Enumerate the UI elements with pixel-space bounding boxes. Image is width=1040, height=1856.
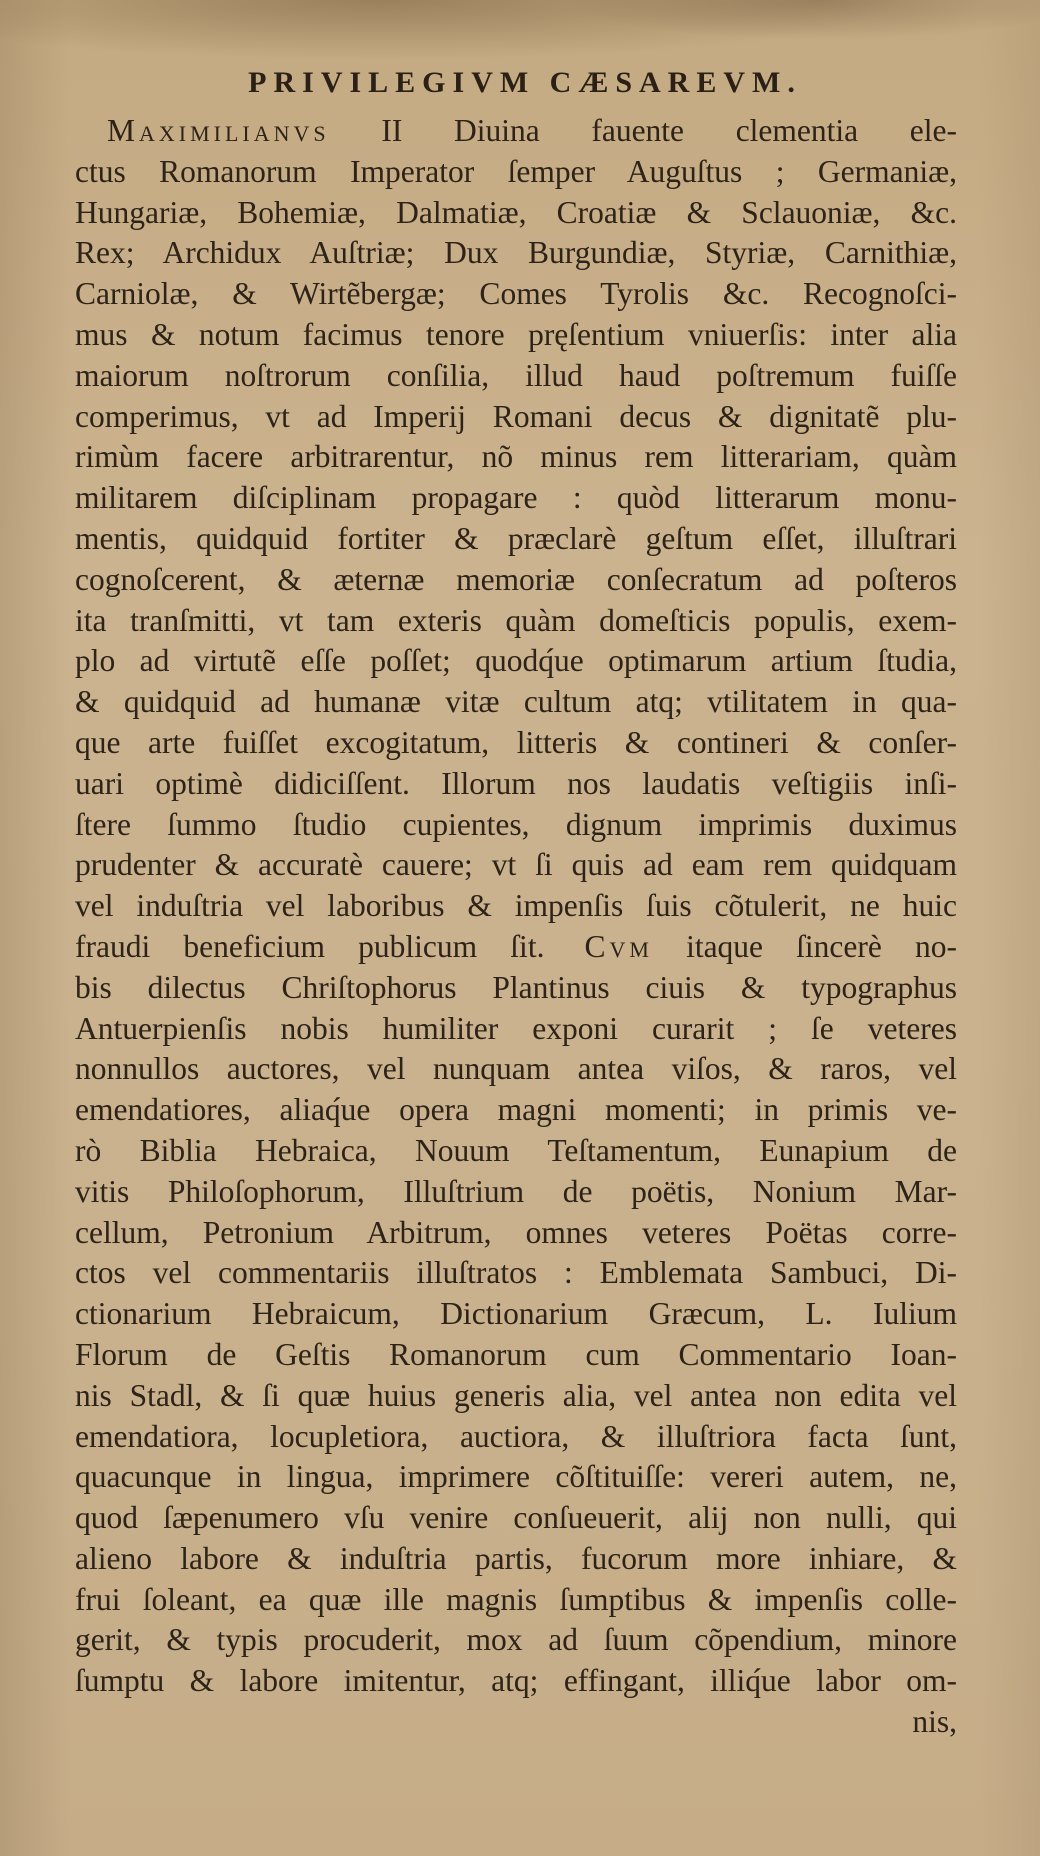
text-line: maiorum noſtrorum conſilia, illud haud poſtremum fuiſſe (75, 357, 957, 393)
text-line: uari optimè didiciſſent. Illorum nos laudatis veſtigiis inſi- (75, 765, 957, 801)
text-line: cognoſcerent, & æternæ memoriæ conſecratum ad poſteros (75, 561, 957, 597)
text-line: frui ſoleant, ea quæ ille magnis ſumptibus & impenſis colle- (75, 1581, 957, 1617)
text-line: militarem diſciplinam propagare : quòd litterarum monu- (75, 480, 957, 516)
text-line: prudenter & accuratè cauere; vt ſi quis ad eam rem quidquam (75, 847, 957, 883)
text-line: ſumptu & labore imitentur, atq; effingant, illiq́ue labor om- (75, 1663, 957, 1699)
text-line: quacunque in lingua, imprimere cõſtituiſſe: vereri autem, ne, (75, 1459, 957, 1495)
text-line: ſtere ſummo ſtudio cupientes, dignum imprimis duximus (75, 806, 957, 842)
text-line: emendatiores, aliaq́ue opera magni momenti; in primis ve- (75, 1092, 957, 1128)
text-line: Florum de Geſtis Romanorum cum Commentario Ioan- (75, 1336, 957, 1372)
text-line: mentis, quidquid fortiter & præclarè geſtum eſſet, illuſtrari (75, 520, 957, 556)
text-line: nis Stadl, & ſi quæ huius generis alia, vel antea non edita vel (75, 1377, 957, 1413)
text-line: plo ad virtutẽ eſſe poſſet; quodq́ue optimarum artium ſtudia, (75, 643, 957, 679)
text-segment: itaque ſincerè no- (652, 928, 957, 964)
text-line: rimùm facere arbitrarentur, nõ minus rem litterariam, quàm (75, 439, 957, 475)
text-line: nonnullos auctores, vel nunquam antea viſos, & raros, vel (75, 1051, 957, 1087)
page-title: PRIVILEGIVM CÆSAREVM. (248, 66, 802, 99)
text-line: Hungariæ, Bohemiæ, Dalmatiæ, Croatiæ & Sclauoniæ, &c. (75, 194, 957, 230)
catchword: nis, (912, 1704, 957, 1740)
emperor-name: Maximilianvs (107, 113, 330, 148)
text-line: Rex; Archidux Auſtriæ; Dux Burgundiæ, Styriæ, Carnithiæ, (75, 235, 957, 271)
text-line: ctionarium Hebraicum, Dictionarium Græcum, L. Iulium (75, 1296, 957, 1332)
text-line: ctus Romanorum Imperator ſemper Auguſtus ; Germaniæ, (75, 153, 957, 189)
text-line: gerit, & typis procuderit, mox ad ſuum cõpendium, minore (75, 1622, 957, 1658)
text-line: bis dilectus Chriſtophorus Plantinus ciuis & typographus (75, 969, 957, 1005)
text-line: quod ſæpenumero vſu venire conſueuerit, alij non nulli, qui (75, 1500, 957, 1536)
text-line: vel induſtria vel laboribus & impenſis ſuis cõtulerit, ne huic (75, 888, 957, 924)
text-segment: II Diuina fauente clementia ele- (329, 113, 957, 148)
text-line: alieno labore & induſtria partis, fucorum more inhiare, & (75, 1540, 957, 1576)
text-line: ita tranſmitti, vt tam exteris quàm domeſticis populis, exem- (75, 602, 957, 638)
text-line: mus & notum facimus tenore pręſentium vniuerſis: inter alia (75, 316, 957, 352)
text-line: Antuerpienſis nobis humiliter exponi curarit ; ſe veteres (75, 1010, 957, 1046)
cum-small-caps: Cvm (584, 928, 653, 964)
text-line: & quidquid ad humanæ vitæ cultum atq; vtilitatem in qua- (75, 684, 957, 720)
text-line: comperimus, vt ad Imperij Romani decus & dignitatẽ plu- (75, 398, 957, 434)
body-text (75, 111, 957, 1743)
text-line: rò Biblia Hebraica, Nouum Teſtamentum, Eunapium de (75, 1132, 957, 1168)
text-line: cellum, Petronium Arbitrum, omnes veteres Poëtas corre- (75, 1214, 957, 1250)
text-line: Carniolæ, & Wirtẽbergæ; Comes Tyrolis &c. Recognoſci- (75, 276, 957, 312)
text-line (75, 927, 957, 968)
text-line: ctos vel commentariis illuſtratos : Emblemata Sambuci, Di- (75, 1255, 957, 1291)
text-line: vitis Philoſophorum, Illuſtrium de poëtis, Nonium Mar- (75, 1173, 957, 1209)
text-line: emendatiora, locupletiora, auctiora, & illuſtriora facta ſunt, (75, 1418, 957, 1454)
text-line: que arte fuiſſet excogitatum, litteris & contineri & conſer- (75, 724, 957, 760)
text-segment: fraudi beneficium publicum ſit. (75, 928, 545, 964)
text-line (75, 111, 957, 152)
